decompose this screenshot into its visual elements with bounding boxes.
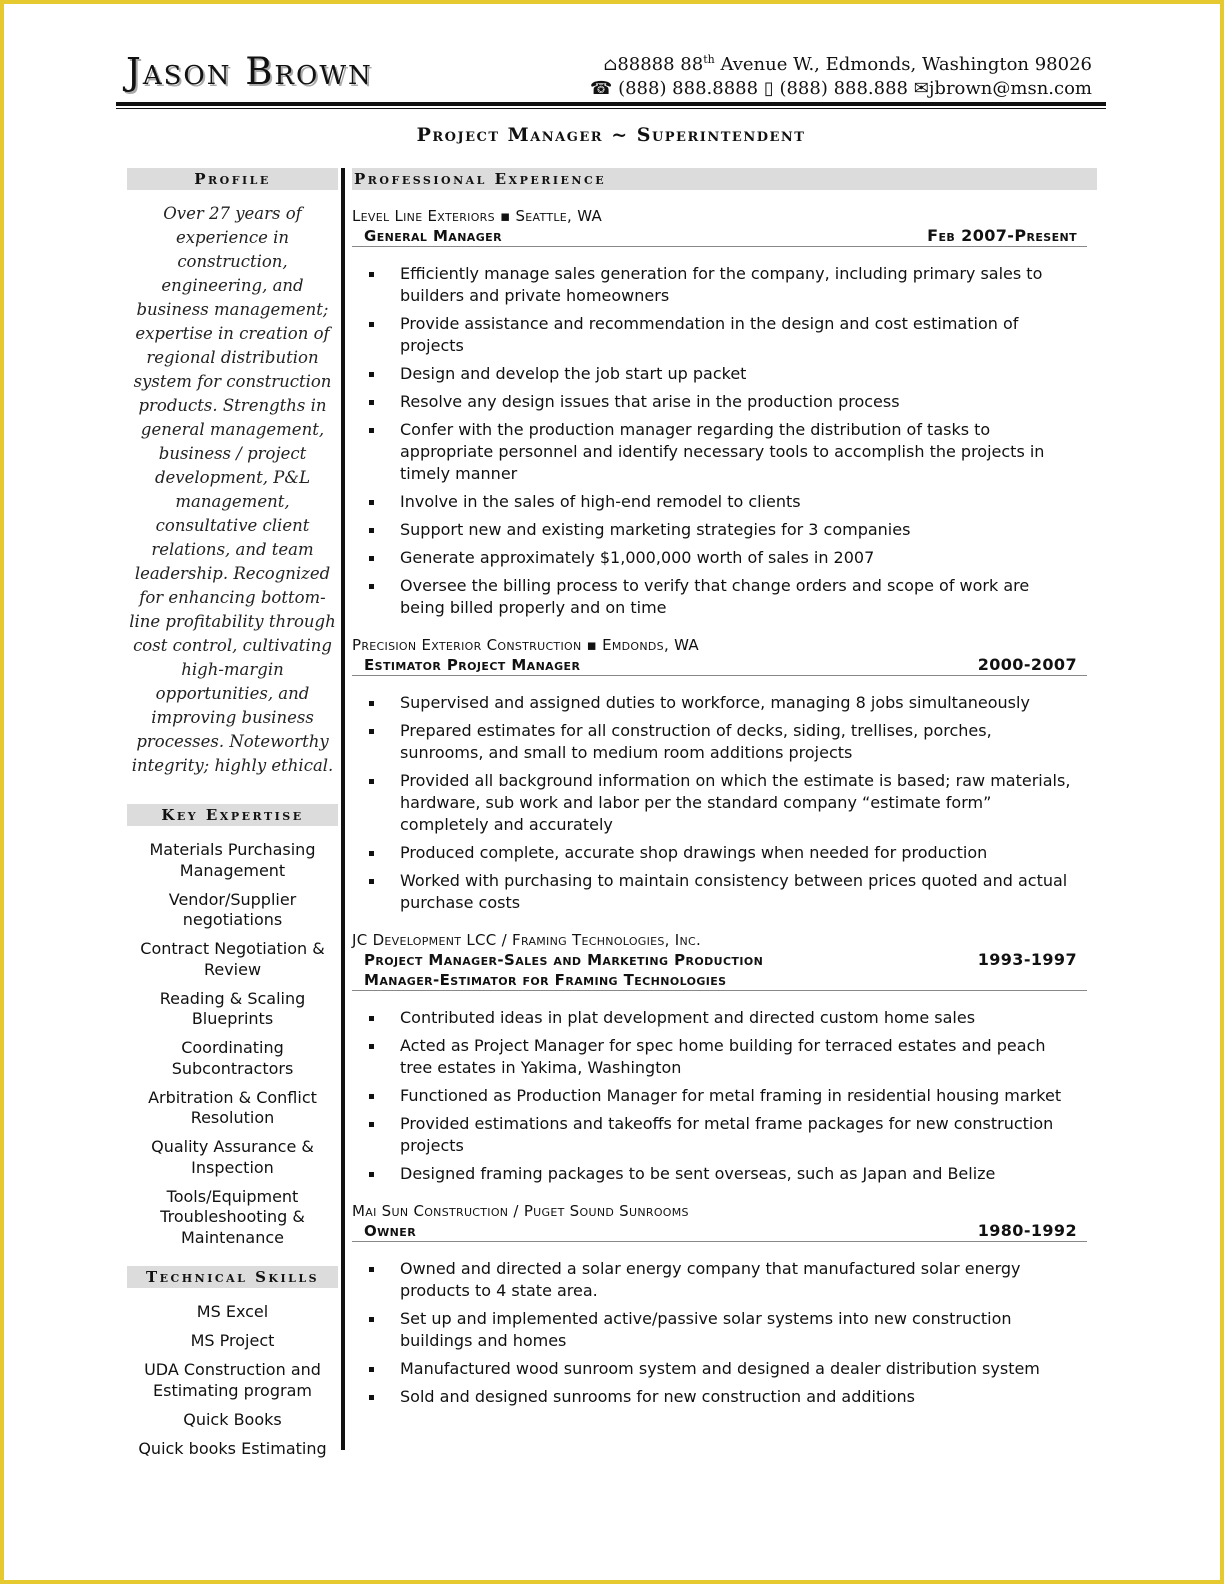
list-item: Quick Books <box>183 1409 282 1429</box>
bullet-item: Confer with the production manager regarding the distribution of tasks to appropriate personnel and identify necessary tools to accomplish the projects in timely manner <box>352 419 1097 485</box>
list-item: Coordinating Subcontractors <box>171 1038 294 1078</box>
list-item: Vendor/Supplier negotiations <box>168 889 297 929</box>
job-position: Owner <box>364 1222 417 1240</box>
job-title-row <box>352 226 1087 247</box>
job-bullets <box>352 263 1097 619</box>
column-divider <box>341 168 345 1450</box>
bullet-item: Contributed ideas in plat development and directed custom home sales <box>352 1007 1097 1029</box>
job-title-row <box>352 950 1087 991</box>
job-position: Project Manager-Sales and Marketing Production Manager-Estimator for Framing Technologies <box>364 951 764 989</box>
bullet-item: Provided all background information on which the estimate is based; raw materials, hardware, sub work and labor per the standard company “estimate form” completely and accurately <box>352 770 1097 836</box>
skills-list <box>127 1302 338 1459</box>
experience-section <box>352 168 1097 1414</box>
bullet-item: Resolve any design issues that arise in the production process <box>352 391 1097 413</box>
bullet-item: Oversee the billing process to verify that change orders and scope of work are being billed properly and on time <box>352 575 1097 619</box>
job-bullets <box>352 1007 1097 1185</box>
envelope-icon: ✉ <box>913 78 929 99</box>
job-title-row <box>352 655 1087 676</box>
expertise-heading: Key Expertise <box>127 804 338 826</box>
profile-heading: Profile <box>127 168 338 190</box>
resume-title: Project Manager ~ Superintendent <box>416 124 806 146</box>
job-company: Precision Exterior Construction ▪ Emdonds, WA <box>352 636 699 654</box>
expertise-list <box>127 840 338 1248</box>
sidebar <box>127 168 338 1468</box>
mobile-icon: ▯ <box>763 78 774 99</box>
phone-icon: ☎ <box>589 78 613 99</box>
bullet-item: Designed framing packages to be sent overseas, such as Japan and Belize <box>352 1163 1097 1185</box>
bullet-item: Owned and directed a solar energy company that manufactured solar energy products to 4 state area. <box>352 1258 1097 1302</box>
bullet-item: Prepared estimates for all construction of decks, siding, trellises, porches, sunrooms, and small to medium room additions projects <box>352 720 1097 764</box>
list-item: Arbitration & Conflict Resolution <box>148 1087 317 1127</box>
bullet-item: Manufactured wood sunroom system and designed a dealer distribution system <box>352 1358 1097 1380</box>
job-company: Level Line Exteriors ▪ Seattle, WA <box>352 207 603 225</box>
job-entry <box>352 206 1097 619</box>
list-item: Tools/Equipment Troubleshooting & Maintenance <box>160 1186 305 1247</box>
address-line: ⌂88888 88th Avenue W., Edmonds, Washington 98026 <box>603 53 1092 75</box>
list-item: MS Excel <box>196 1302 269 1321</box>
bullet-item: Provided estimations and takeoffs for metal frame packages for new construction projects <box>352 1113 1097 1157</box>
job-bullets <box>352 1258 1097 1408</box>
skills-heading: Technical Skills <box>127 1266 338 1288</box>
list-item: Reading & Scaling Blueprints <box>159 988 306 1028</box>
job-title-row <box>352 1221 1087 1242</box>
job-bullets <box>352 692 1097 914</box>
list-item: UDA Construction and Estimating program <box>144 1360 321 1400</box>
bullet-item: Functioned as Production Manager for metal framing in residential housing market <box>352 1085 1097 1107</box>
bullet-item: Worked with purchasing to maintain consistency between prices quoted and actual purchase costs <box>352 870 1097 914</box>
mobile-number: (888) 888.888 <box>779 78 909 99</box>
bullet-item: Efficiently manage sales generation for the company, including primary sales to builders and private homeowners <box>352 263 1097 307</box>
candidate-name: Jason Brown <box>126 50 373 93</box>
header-rule-thin <box>116 108 1106 109</box>
contact-block <box>590 48 1092 101</box>
phone-line <box>590 77 1092 101</box>
bullet-item: Acted as Project Manager for spec home building for terraced estates and peach tree estates in Yakima, Washington <box>352 1035 1097 1079</box>
bullet-item: Produced complete, accurate shop drawings when needed for production <box>352 842 1097 864</box>
profile-text: Over 27 years of experience in construction, engineering, and business management; expertise in creation of regional distribution system for construction products. Strengths in general management, business / project development, P&L management, consultative client relations, and team leadership. Recognized for enhancing bottom-line profitability through cost control, cultivating high-margin opportunities, and improving business processes. Noteworthy integrity; highly ethical. <box>129 204 336 775</box>
email-link[interactable]: jbrown@msn.com <box>928 78 1092 99</box>
phone-number: (888) 888.8888 <box>618 78 759 99</box>
experience-heading: Professional Experience <box>352 168 1097 190</box>
job-entry <box>352 635 1097 914</box>
job-company: JC Development LCC / Framing Technologies, Inc. <box>352 931 702 949</box>
job-entry <box>352 930 1097 1185</box>
bullet-item: Set up and implemented active/passive solar systems into new construction buildings and homes <box>352 1308 1097 1352</box>
job-dates: 1980-1992 <box>977 1221 1077 1240</box>
bullet-item: Supervised and assigned duties to workforce, managing 8 jobs simultaneously <box>352 692 1097 714</box>
job-list <box>352 206 1097 1408</box>
list-item: Quality Assurance & Inspection <box>151 1137 314 1177</box>
bullet-item: Support new and existing marketing strategies for 3 companies <box>352 519 1097 541</box>
bullet-item: Involve in the sales of high-end remodel to clients <box>352 491 1097 513</box>
list-item: Contract Negotiation & Review <box>140 939 325 979</box>
list-item: MS Project <box>190 1331 275 1350</box>
job-entry <box>352 1201 1097 1408</box>
job-position: Estimator Project Manager <box>364 656 581 674</box>
job-dates: 1993-1997 <box>977 950 1077 969</box>
job-position: General Manager <box>364 227 502 245</box>
header-rule-thick <box>116 102 1106 106</box>
job-dates: 2000-2007 <box>977 655 1077 674</box>
bullet-item: Sold and designed sunrooms for new construction and additions <box>352 1386 1097 1408</box>
bullet-item: Generate approximately $1,000,000 worth of sales in 2007 <box>352 547 1097 569</box>
job-company: Mai Sun Construction / Puget Sound Sunrooms <box>352 1202 689 1220</box>
job-dates: Feb 2007-Present <box>927 226 1077 245</box>
list-item: Materials Purchasing Management <box>149 840 316 880</box>
list-item: Quick books Estimating <box>138 1438 327 1458</box>
bullet-item: Design and develop the job start up packet <box>352 363 1097 385</box>
house-icon: ⌂ <box>603 54 618 75</box>
bullet-item: Provide assistance and recommendation in the design and cost estimation of projects <box>352 313 1097 357</box>
